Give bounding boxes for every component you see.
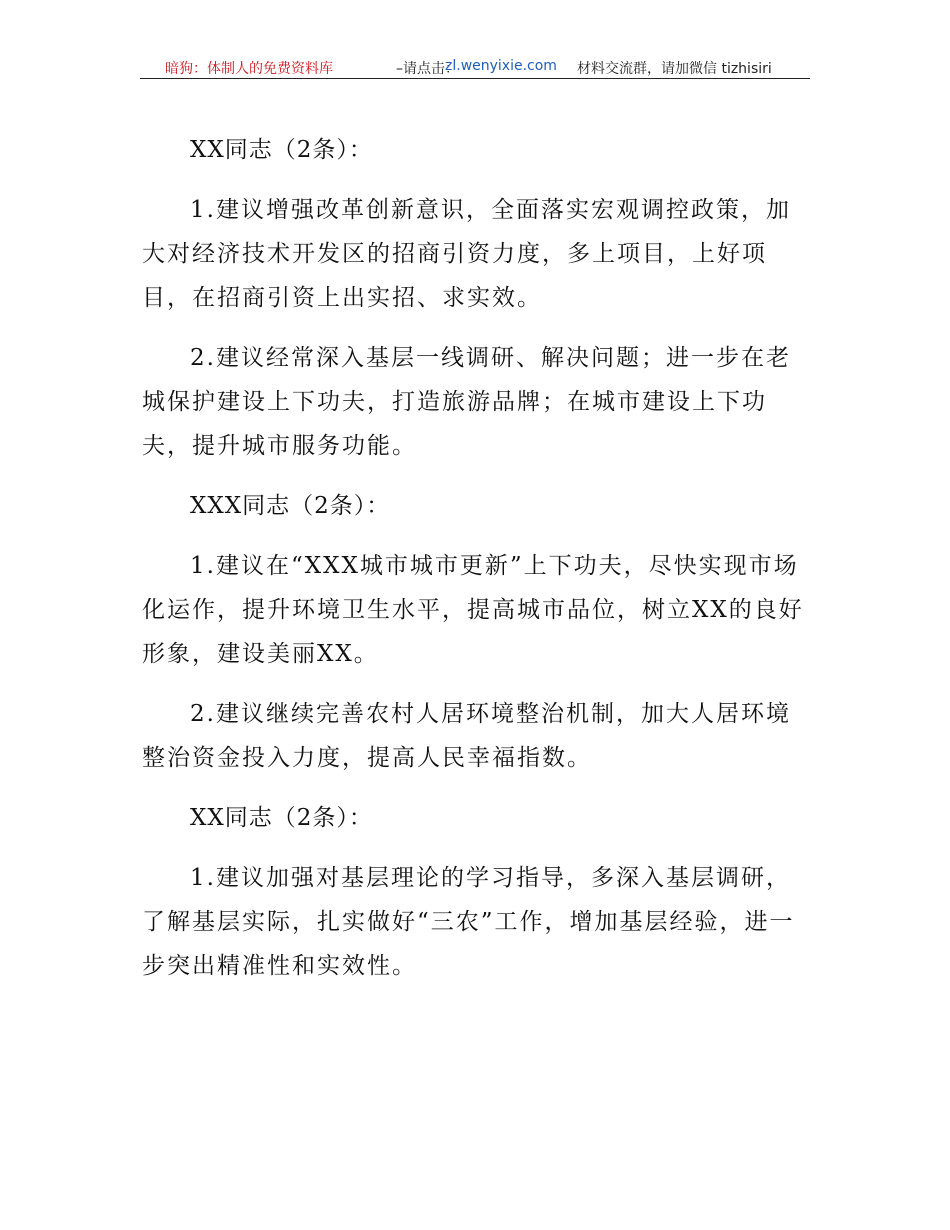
suggestion-paragraph: 1.建议在“XXX城市城市更新”上下功夫，尽快实现市场化运作，提升环境卫生水平，提高城市品位，树立XX的良好形象，建设美丽XX。 — [142, 553, 804, 667]
page-header — [140, 56, 810, 79]
suggestion-paragraph: 2.建议继续完善农村人居环境整治机制，加大人居环境整治资金投入力度，提高人民幸福指数。 — [142, 701, 791, 771]
header-link[interactable]: zl.wenyixie.com — [445, 58, 557, 74]
section-heading-3: XX同志（2条）： — [190, 805, 373, 831]
section-heading-2: XXX同志（2条）： — [190, 493, 391, 519]
section-heading-1: XX同志（2条）： — [190, 137, 373, 163]
document-body — [142, 128, 810, 1004]
suggestion-paragraph: 1.建议加强对基层理论的学习指导，多深入基层调研，了解基层实际，扎实做好“三农”工作，增加基层经验，进一步突出精准性和实效性。 — [142, 865, 795, 979]
header-site-name: 暗狗：体制人的免费资料库 — [165, 61, 333, 77]
header-click-prompt: –请点击： — [396, 61, 459, 77]
suggestion-paragraph: 1.建议增强改革创新意识，全面落实宏观调控政策，加大对经济技术开发区的招商引资力度，多上项目，上好项目，在招商引资上出实招、求实效。 — [142, 197, 791, 311]
header-contact-note: 材料交流群，请加微信 tizhisiri — [577, 61, 772, 77]
suggestion-paragraph: 2.建议经常深入基层一线调研、解决问题；进一步在老城保护建设上下功夫，打造旅游品牌；在城市建设上下功夫，提升城市服务功能。 — [142, 345, 791, 459]
